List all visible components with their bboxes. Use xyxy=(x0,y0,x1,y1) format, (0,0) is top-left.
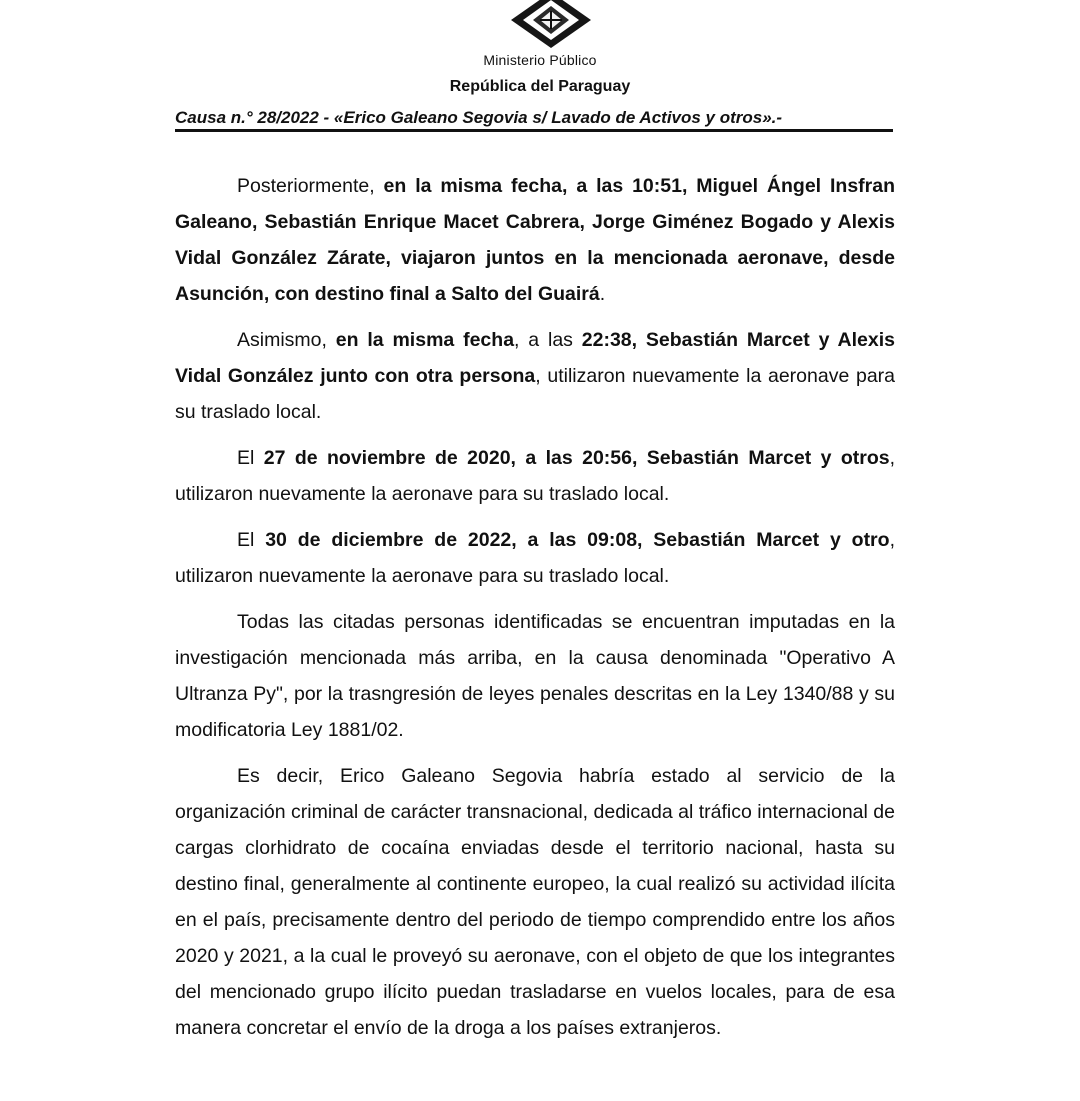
ministry-name: Ministerio Público xyxy=(483,52,597,68)
case-title-underline xyxy=(175,129,893,132)
paragraph-4 xyxy=(175,522,895,594)
paragraph-1-text-2: . xyxy=(599,283,606,305)
paragraph-3 xyxy=(175,440,895,512)
paragraph-1-bold-1: en la misma fecha, a las 10:51, Miguel Ángel Insfran Galeano, Sebastián Enrique Macet Cabrera, Jorge Giménez Bogado y Alexis Vidal González Zárate, viajaron juntos en la mencionada aeronave, desde Asunción, con destino final a Salto del Guairá xyxy=(175,175,895,305)
paragraph-4-text-1: El xyxy=(237,529,266,551)
paragraph-2-bold-1: en la misma fecha xyxy=(335,329,515,351)
document-body xyxy=(175,168,895,1046)
paragraph-5: Todas las citadas personas identificadas se encuentran imputadas en la investigación mencionada más arriba, en la causa denominada "Operativo A Ultranza Py", por la trasngresión de leyes penales descritas en la Ley 1340/88 y su modificatoria Ley 1881/02. xyxy=(175,611,895,741)
paragraph-2-text-1: Asimismo, xyxy=(237,329,336,351)
paragraph-2-text-3: , utilizaron nuevamente la aeronave para su traslado local. xyxy=(175,365,895,423)
paragraph-1-text-1: Posteriormente, xyxy=(237,175,384,197)
paragraph-3-text-1: El xyxy=(237,447,264,469)
paragraph-2-bold-2: 22:38, Sebastián Marcet y Alexis Vidal González junto con otra persona xyxy=(175,329,895,387)
paragraph-3-bold-1: 27 de noviembre de 2020, a las 20:56, Sebastián Marcet y otros xyxy=(263,447,890,469)
case-title: Causa n.° 28/2022 - «Erico Galeano Segovia s/ Lavado de Activos y otros».- xyxy=(175,108,783,127)
ministerio-publico-emblem-icon xyxy=(509,0,593,50)
paragraph-2-text-2: , a las xyxy=(514,329,582,351)
paragraph-2 xyxy=(175,322,895,430)
paragraph-6: Es decir, Erico Galeano Segovia habría estado al servicio de la organización criminal de carácter transnacional, dedicada al tráfico internacional de cargas clorhidrato de cocaína enviadas desde el territorio nacional, hasta su destino final, generalmente al continente europeo, la cual realizó su actividad ilícita en el país, precisamente dentro del periodo de tiempo comprendido entre los años 2020 y 2021, a la cual le proveyó su aeronave, con el objeto de que los integrantes del mencionado grupo ilícito puedan trasladarse en vuelos locales, para de esa manera concretar el envío de la droga a los países extranjeros. xyxy=(175,765,895,1039)
letterhead xyxy=(0,0,1080,135)
paragraph-4-text-2: , utilizaron nuevamente la aeronave para su traslado local. xyxy=(175,529,895,587)
paragraph-3-text-2: , utilizaron nuevamente la aeronave para su traslado local. xyxy=(175,447,896,505)
paragraph-4-bold-1: 30 de diciembre de 2022, a las 09:08, Sebastián Marcet y otro xyxy=(265,529,890,551)
paragraph-1 xyxy=(175,168,895,312)
republic-name: República del Paraguay xyxy=(449,78,631,95)
